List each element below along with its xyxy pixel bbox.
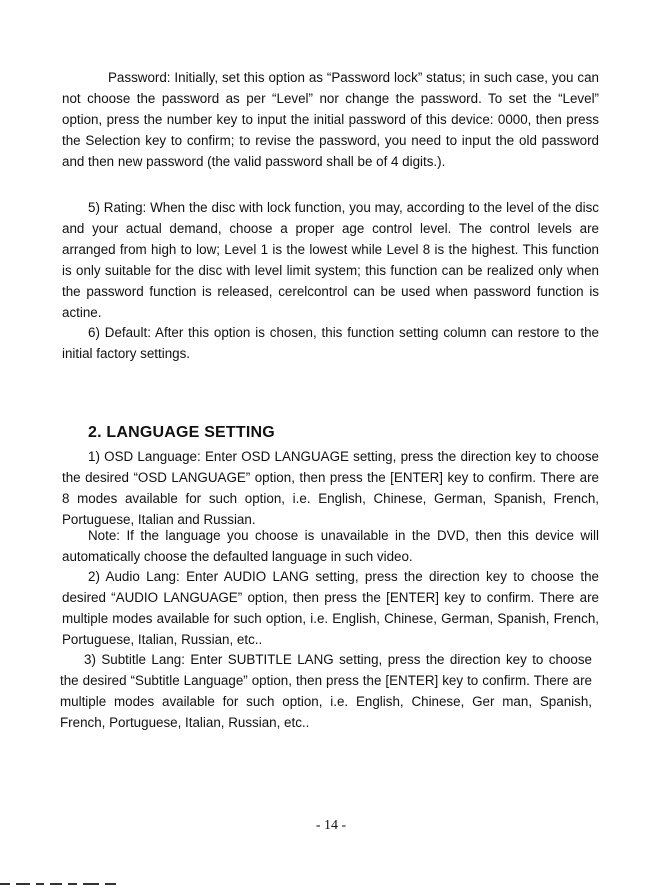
page-number: - 14 - <box>315 818 347 833</box>
footer-scan-marks <box>0 883 160 889</box>
subtitle-language-paragraph: 3) Subtitle Lang: Enter SUBTITLE LANG setting, press the direction key to choose the desired “Subtitle Language” option, then press the [ENTER] key to confirm. There are multiple modes available for such option, i.e. English, Chinese, Ger man, Spanish, French, Portuguese, Italian, Russian, etc.. <box>60 652 592 730</box>
audio-language-paragraph: 2) Audio Lang: Enter AUDIO LANG setting, press the direction key to choose the desired “AUDIO LANGUAGE” option, then press the [ENTER] key to confirm. There are multiple modes available for such option, i.e. English, Chinese, German, Spanish, French, Portuguese, Italian, Russian, etc.. <box>62 569 599 647</box>
language-setting-heading: 2. LANGUAGE SETTING <box>88 424 275 441</box>
default-paragraph: 6) Default: After this option is chosen, this function setting column can restore to the initial factory settings. <box>62 325 599 361</box>
password-paragraph: Password: Initially, set this option as “Password lock” status; in such case, you can not choose the password as per “Level” nor change the password. To set the “Level” option, press the number key to input the initial password of this device: 0000, then press the Selection key to confirm; to revise the password, you need to input the old password and then new password (the valid password shall be of 4 digits.). <box>62 70 599 169</box>
note-paragraph: Note: If the language you choose is unavailable in the DVD, then this device will automatically choose the defaulted language in such video. <box>62 528 599 564</box>
rating-paragraph: 5) Rating: When the disc with lock function, you may, according to the level of the disc and your actual demand, choose a proper age control level. The control levels are arranged from high to low; Level 1 is the lowest while Level 8 is the highest. This function is only suitable for the disc with level limit system; this function can be realized only when the password function is released, cerelcontrol can be used when password function is actine. <box>62 200 599 320</box>
osd-language-paragraph: 1) OSD Language: Enter OSD LANGUAGE setting, press the direction key to choose the desired “OSD LANGUAGE” option, then press the [ENTER] key to confirm. There are 8 modes available for such option, i.e. English, Chinese, German, Spanish, French, Portuguese, Italian and Russian. <box>62 449 599 527</box>
